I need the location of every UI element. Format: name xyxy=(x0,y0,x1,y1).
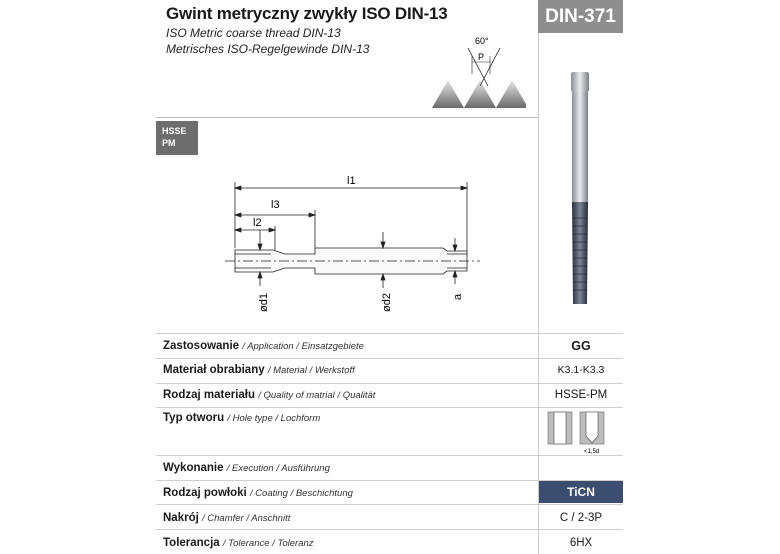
spec-row-coating xyxy=(163,487,353,499)
material-badge-line1: HSSE xyxy=(162,126,187,136)
spec-translation: / Hole type / Lochform xyxy=(227,413,321,424)
spec-translation: / Material / Werkstoff xyxy=(267,365,355,376)
row-rule xyxy=(156,383,623,384)
row-rule xyxy=(156,333,623,334)
spec-row-quality xyxy=(163,389,375,401)
spec-label: Materiał obrabiany xyxy=(163,364,265,376)
spec-row-hole-type xyxy=(163,412,320,424)
spec-value-application: GG xyxy=(571,339,591,353)
material-badge xyxy=(156,121,198,155)
spec-label: Rodzaj powłoki xyxy=(163,487,247,499)
spec-row-tolerance xyxy=(163,537,314,549)
row-rule xyxy=(156,504,623,505)
spec-value-tolerance: 6HX xyxy=(569,537,593,549)
spec-label: Nakrój xyxy=(163,512,199,524)
angle-label: 60° xyxy=(475,36,489,46)
spec-label: Wykonanie xyxy=(163,462,224,474)
spec-row-material xyxy=(163,364,355,376)
spec-translation: / Application / Einsatzgebiete xyxy=(242,341,364,352)
spec-translation: / Quality of matrial / Qualität xyxy=(258,390,376,401)
material-badge-line2: PM xyxy=(162,138,176,148)
row-rule xyxy=(156,455,623,456)
spec-translation: / Coating / Beschichtung xyxy=(249,488,353,499)
din-badge: DIN-371 xyxy=(538,0,623,33)
page-title: Gwint metryczny zwykły ISO DIN-13 xyxy=(166,4,448,23)
spec-value-coating: TiCN xyxy=(539,481,623,503)
spec-label: Rodzaj materiału xyxy=(163,389,256,401)
spec-translation: / Tolerance / Toleranz xyxy=(222,538,314,549)
spec-translation: / Chamfer / Anschnitt xyxy=(202,513,291,524)
spec-row-execution xyxy=(163,462,330,474)
hole-type-icons xyxy=(544,410,614,456)
pitch-label: P xyxy=(478,52,485,62)
label-l2: l2 xyxy=(253,217,262,229)
subtitle-de: Metrisches ISO-Regelgewinde DIN-13 xyxy=(166,42,370,56)
label-l1: l1 xyxy=(347,175,356,187)
hole-depth-label: <1,5d xyxy=(584,449,600,455)
label-d1: ød1 xyxy=(258,293,270,312)
thread-profile-diagram xyxy=(428,34,528,112)
spec-translation: / Execution / Ausführung xyxy=(226,463,330,474)
spec-label: Typ otworu xyxy=(163,412,225,424)
label-d2: ød2 xyxy=(381,293,393,312)
technical-drawing xyxy=(215,170,490,320)
spec-label: Tolerancja xyxy=(163,537,220,549)
label-l3: l3 xyxy=(271,199,280,211)
spec-value-material: K3.1-K3.3 xyxy=(557,364,605,376)
tap-tool-image xyxy=(560,68,600,308)
spec-value-chamfer: C / 2-3P xyxy=(559,512,603,524)
spec-row-application xyxy=(163,340,364,352)
column-divider xyxy=(538,33,539,554)
row-rule xyxy=(156,529,623,530)
spec-row-chamfer xyxy=(163,512,290,524)
spec-label: Zastosowanie xyxy=(163,340,240,352)
row-rule xyxy=(156,407,623,408)
spec-value-quality: HSSE-PM xyxy=(554,389,608,401)
subtitle-en: ISO Metric coarse thread DIN-13 xyxy=(166,26,341,40)
label-a: a xyxy=(452,293,464,300)
row-rule xyxy=(156,358,623,359)
header-rule xyxy=(156,117,538,118)
